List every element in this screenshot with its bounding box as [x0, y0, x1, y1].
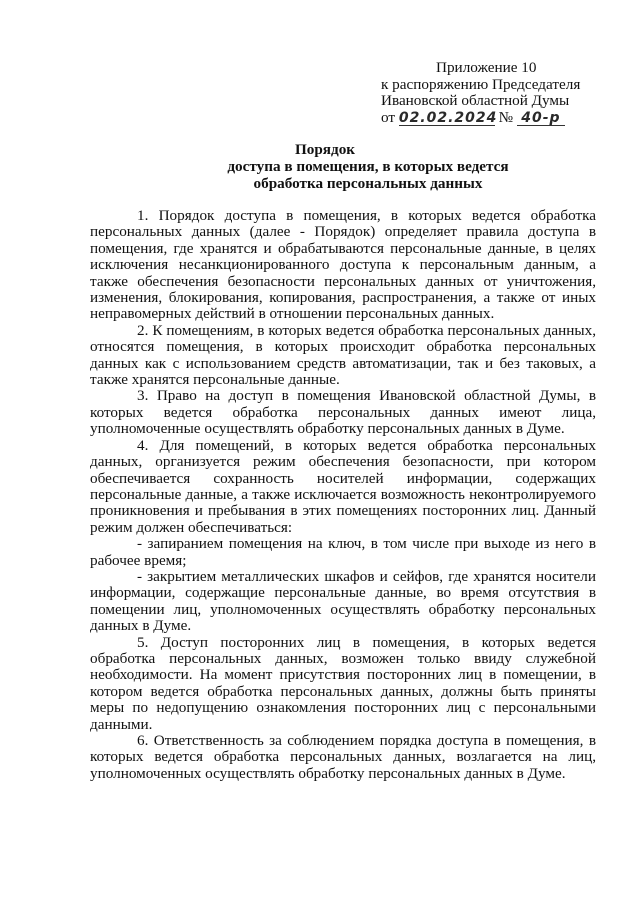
appendix-issuer: Ивановской областной Думы: [381, 92, 570, 109]
document-body: [90, 208, 596, 782]
title-line-2: доступа в помещения, в которых ведется: [227, 158, 509, 175]
appendix-date-number-line: [381, 110, 611, 127]
appendix-order-ref: к распоряжению Председателя: [381, 75, 581, 93]
paragraph-4-item-2: - закрытием металлических шкафов и сейфов, где хранятся носители информации, содержащие персональные данные, во время отсутствия в помещении лиц, уполномоченных осуществлять обработку персональных данных в Думе.: [90, 567, 596, 635]
handwritten-date: 02.02.2024: [398, 109, 498, 126]
appendix-header: [381, 60, 611, 126]
paragraph-2: 2. К помещениям, в которых ведется обработка персональных данных, относятся помещения, в которых происходит обработка персональных данных как с использованием средств автоматизации, так и без таковых, а также хранятся персональные данные.: [90, 321, 596, 389]
document-title: [0, 141, 640, 192]
paragraph-5: 5. Доступ посторонних лиц в помещения, в которых ведется обработка персональных данных, возможен только ввиду служебной необходимости. На момент присутствия посторонних лиц в помещении, в котором ведется обработка персональных данных, должны быть приняты меры по недопущению ознакомления посторонних лиц с персональными данными.: [90, 633, 596, 733]
from-label: от: [381, 108, 396, 126]
paragraph-4: 4. Для помещений, в которых ведется обработка персональных данных, организуется режим обеспечения безопасности, при котором обеспечивается сохранность носителей информации, содержащих персональные данные, а также исключается возможность неконтролируемого проникновения и пребывания в этих помещениях посторонних лиц. Данный режим должен обеспечиваться:: [90, 436, 596, 536]
number-label: №: [498, 108, 514, 126]
title-line-1: Порядок: [294, 141, 356, 158]
title-line-3: обработка персональных данных: [253, 175, 483, 192]
handwritten-number: 40-р: [517, 111, 565, 126]
paragraph-6: 6. Ответственность за соблюдением порядка доступа в помещения, в которых ведется обработка персональных данных, возлагается на лиц, уполномоченных осуществлять обработку персональных данных в Думе.: [90, 732, 596, 782]
appendix-number: Приложение 10: [436, 59, 537, 76]
paragraph-1: 1. Порядок доступа в помещения, в которых ведется обработка персональных данных (далее - Порядок) определяет правила доступа в помещения, где хранятся и обрабатываются персональные данные, в целях исключения несанкционированного доступа к персональным данным, а также обеспечения безопасности персональных данных от уничтожения, изменения, блокирования, копирования, распространения, а также от иных неправомерных действий в отношении персональных данных.: [90, 207, 596, 323]
paragraph-4-item-1: - запиранием помещения на ключ, в том числе при выходе из него в рабочее время;: [90, 535, 596, 569]
paragraph-3: 3. Право на доступ в помещения Ивановской областной Думы, в которых ведется обработка персональных данных имеют лица, уполномоченные осуществлять обработку персональных данных в Думе.: [90, 387, 596, 438]
